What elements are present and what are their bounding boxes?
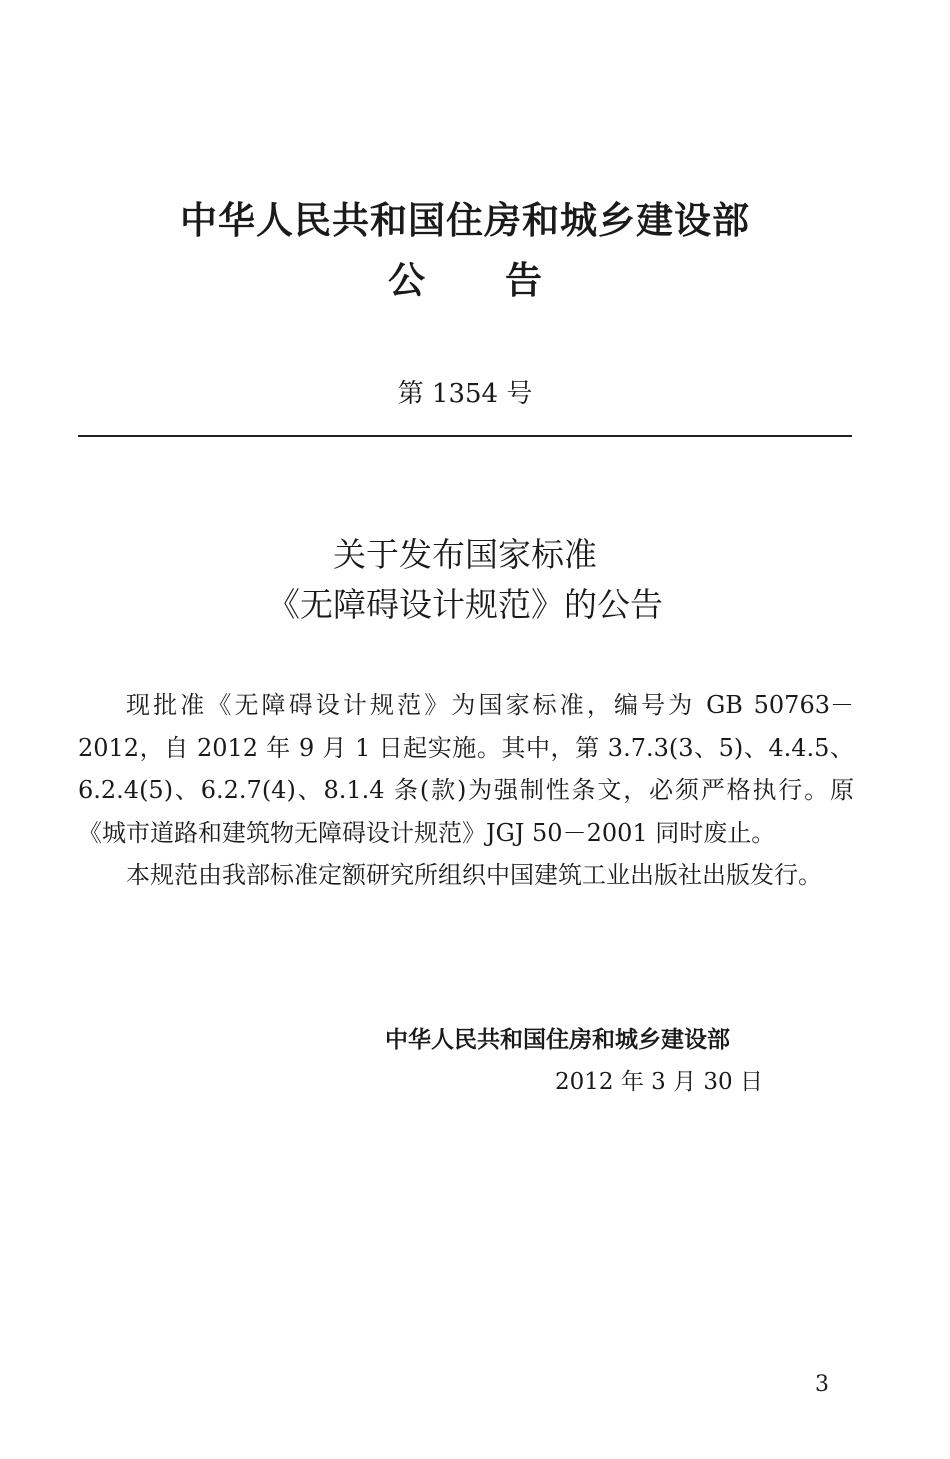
- document-type-char-2: 告: [505, 259, 542, 302]
- issuer-title: 中华人民共和国住房和城乡建设部: [180, 199, 750, 242]
- announcement-body: [78, 684, 854, 897]
- subtitle-line-1: 关于发布国家标准: [333, 535, 597, 574]
- document-type-heading: [0, 256, 930, 306]
- signature-date: 2012 年 3 月 30 日: [555, 1069, 763, 1095]
- body-paragraph-1: 现批准《无障碍设计规范》为国家标准，编号为 GB 50763－2012，自 2012 年 9 月 1 日起实施。其中，第 3.7.3(3、5)、4.4.5、6.2.4(5)、6.2.7(4)、8.1.4 条(款)为强制性条文，必须严格执行。原《城市道路和建筑物无障碍设计规范》JGJ 50－2001 同时废止。: [78, 691, 854, 847]
- page-number: 3: [815, 1372, 829, 1397]
- subtitle-line-2: 《无障碍设计规范》的公告: [267, 585, 663, 624]
- signatory: 中华人民共和国住房和城乡建设部: [385, 1027, 730, 1053]
- body-paragraph-2: 本规范由我部标准定额研究所组织中国建筑工业出版社出版发行。: [126, 861, 822, 889]
- announcement-number: 第 1354 号: [397, 379, 533, 409]
- document-type-char-1: 公: [388, 259, 425, 302]
- header-divider: [78, 435, 852, 437]
